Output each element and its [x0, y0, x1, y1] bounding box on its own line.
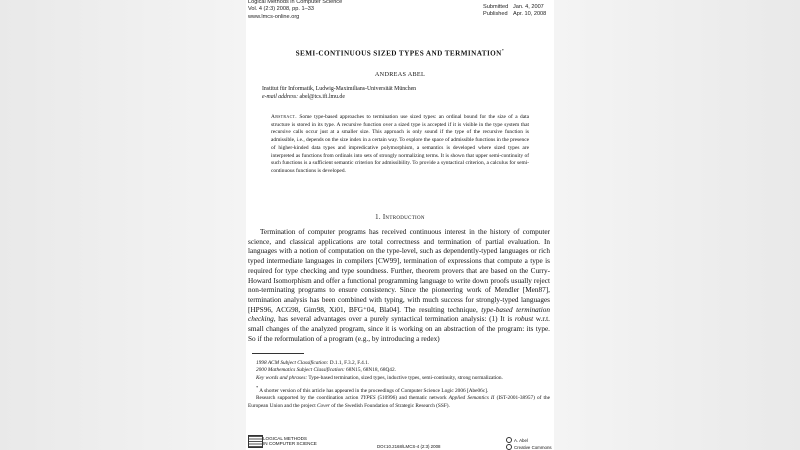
acm-value: D.1.1, F.3.2, F.4.1.: [329, 360, 370, 366]
support-text-d: of the Swedish Foundation of Strategic Research (SSF).: [331, 402, 450, 409]
institute: Institut für Informatik, Ludwig-Maximilians-Universität München: [262, 86, 417, 92]
body-text: [248, 228, 550, 344]
msc-label: 2000 Mathematics Subject Classification:: [256, 367, 345, 374]
viewer-background-right: [554, 0, 800, 450]
star-mark: *: [256, 385, 259, 391]
lmcs-line-2: IN COMPUTER SCIENCE: [263, 441, 317, 447]
paper-page: [246, 0, 554, 450]
applied-semantics-project: Applied Semantics II: [448, 395, 495, 402]
journal-website: www.lmcs-online.org: [248, 13, 300, 20]
lmcs-logo-text: [263, 436, 317, 446]
submitted-label: Submitted: [483, 4, 509, 10]
published-date: Apr. 10, 2008: [513, 11, 547, 18]
msc-value: 68N15, 68N18, 68Q42.: [346, 367, 396, 374]
shorter-version-note: A shorter version of this article has appeared in the proceedings of Computer Science Logic 2006 [Abe06c].: [259, 387, 489, 394]
lmcs-logo-icon: [248, 435, 263, 448]
journal-name: Logical Methods in Computer Science: [248, 0, 343, 5]
title-footnote-mark: *: [501, 48, 505, 53]
section-heading: [246, 214, 554, 221]
lmcs-line-1: LOGICAL METHODS: [263, 436, 307, 441]
license-block: [506, 437, 552, 450]
intro-emphasis-1: type-based termination checking,: [248, 305, 550, 324]
author-name: ANDREAS ABEL: [374, 71, 426, 78]
copyright-icon: [506, 437, 512, 443]
paper-title-text: SEMI-CONTINUOUS SIZED TYPES AND TERMINATION: [295, 49, 502, 58]
abstract: [271, 114, 529, 176]
submitted-date: Jan. 4, 2007: [513, 4, 544, 10]
intro-text-3: w.r.t. small changes of the analyzed program, since it is working on an abstraction of the program: its type. So if the reformulation of a program (e.g., by introducing a redex): [248, 315, 550, 343]
support-text-a: Research supported by the coordination action: [256, 395, 359, 402]
intro-paragraph: [248, 228, 550, 344]
page-footer: [246, 432, 554, 450]
license-name: Creative Commons: [514, 444, 552, 450]
published-label: Published: [483, 11, 508, 18]
support-text-c: (IST-2001-38957) of the European Union and the project: [248, 395, 551, 409]
intro-text-1: Termination of computer programs has received continuous interest in the history of computer science, and classical applications are total correctness and termination of partial evaluation. In languages with a notion of computation on the type-level, such as dependently-typed languages or rich typed intermediate languages in compilers [CW99], termination of expressions that compute a type is required for type checking and type soundness. Further, theorem provers that are based on the Curry-Howard Isomorphism and offer a functional programming language to write down proofs usually reject non-terminating programs to ensure consistency. Since the pioneering work of Mendler [Men87], termination analysis has been combined with typing, with much success for strongly-typed languages [HPS96, ACG98, Gim98, Xi01, BFG⁺04, Bla04]. The resulting technique,: [248, 228, 550, 314]
intro-emphasis-2: robust: [514, 315, 534, 324]
email-address: abel@tcs.ifi.lmu.de: [299, 93, 345, 100]
cover-project: Cover: [317, 402, 330, 409]
intro-text-2: has several advantages over a purely syntactical termination analysis: (1) It is: [278, 315, 513, 324]
paper-title: [246, 48, 554, 57]
abstract-label: Abstract.: [271, 114, 297, 120]
abstract-text: Some type-based approaches to termination use sized types: an ordinal bound for the size of a data structure is stored in its type. A recursive function over a sized type is accepted if it is visible in the type system that recursive calls occur just at a smaller size. This approach is only sound if the type of the recursive function is admissible, i.e., depends on the size index in a certain way. To explore the space of admissible functions in the presence of higher-kinded data types and impredicative polymorphism, a semantics is developed where sized types are interpreted as functions from ordinals into sets of strongly normalizing terms. It is shown that upper semi-continuity of such functions is a sufficient semantic criterion for admissibility. To provide a syntactical criterion, a calculus for semi-continuous functions is developed.: [271, 114, 529, 174]
doi: DOI:10.2168/LMCS-4 (2:3) 2008: [377, 444, 441, 449]
email-label: e-mail address:: [262, 93, 299, 100]
acm-label: 1998 ACM Subject Classification:: [256, 360, 329, 366]
creative-commons-icon: [506, 444, 512, 450]
section-title: Introduction: [382, 214, 425, 221]
support-text-b: (510996) and thematic network: [377, 395, 447, 402]
keywords-value: Type-based termination, sized types, inductive types, semi-continuity, strong normalization.: [308, 374, 503, 381]
journal-volume: Vol. 4 (2:3) 2008, pp. 1–33: [248, 6, 314, 13]
keywords-label: Key words and phrases:: [256, 374, 308, 381]
types-project: TYPES: [360, 395, 376, 402]
journal-header: [248, 0, 342, 21]
copyright-holder: A. Abel: [514, 438, 528, 443]
author-affiliation: [262, 86, 416, 101]
viewer-background-left: [0, 0, 246, 450]
section-number: 1.: [375, 214, 381, 221]
footnotes: [248, 353, 550, 410]
submission-dates: [483, 4, 546, 19]
